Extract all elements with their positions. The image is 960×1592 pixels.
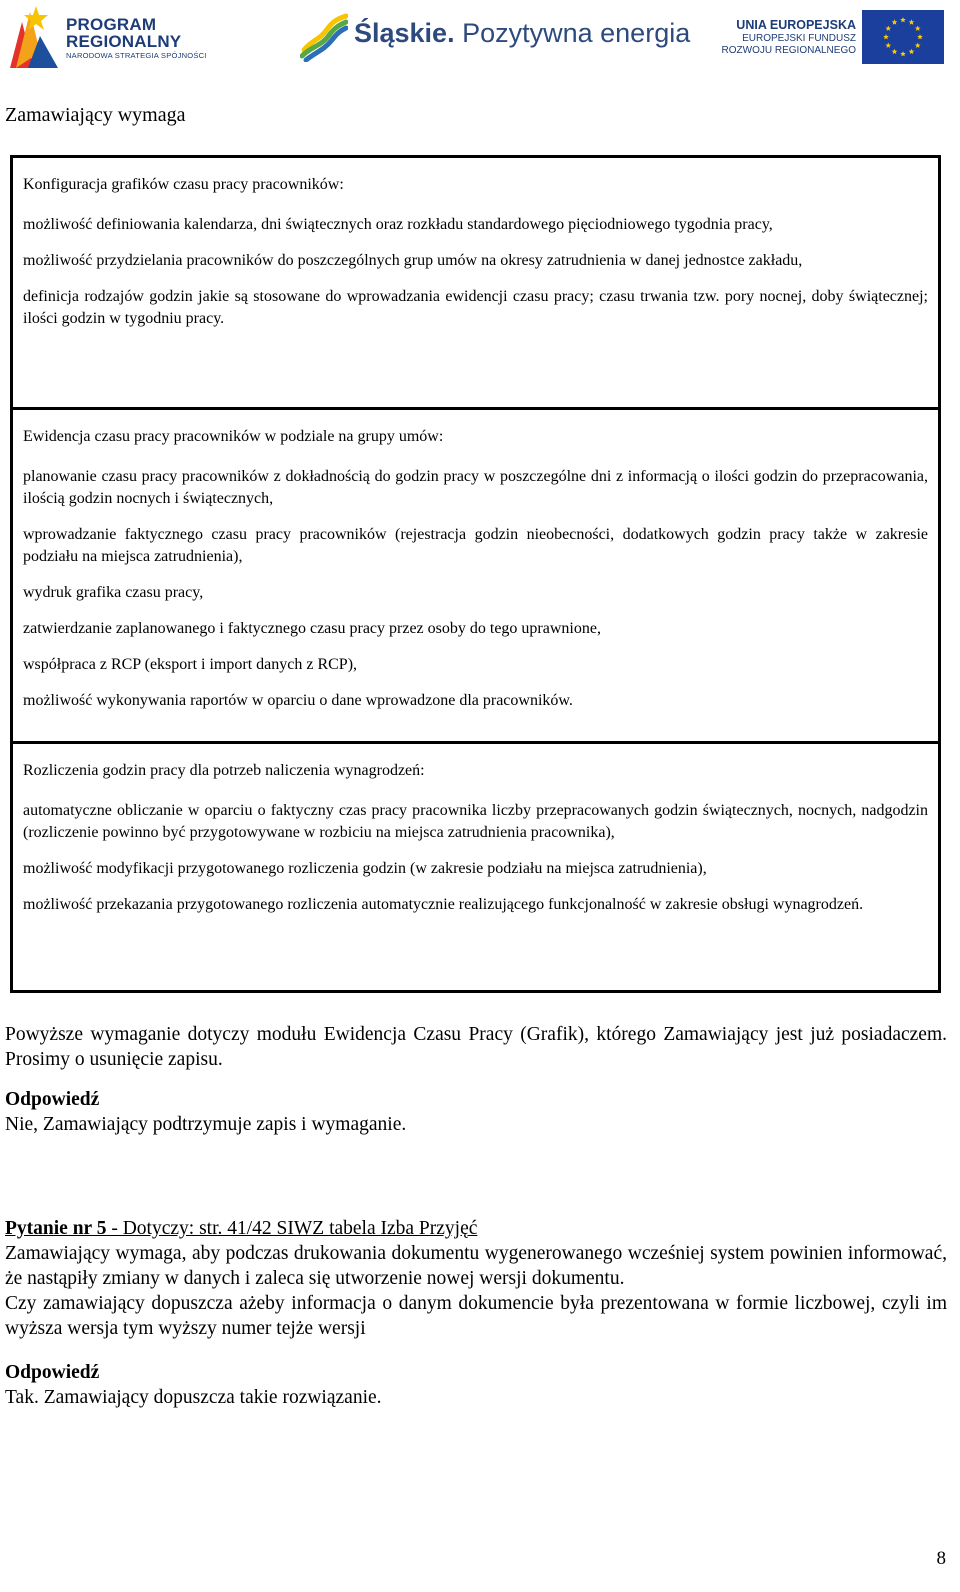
strategy-label: NARODOWA STRATEGIA SPÓJNOŚCI	[66, 51, 207, 60]
answer-label: Odpowiedź	[5, 1362, 100, 1383]
cell-title: Rozliczenia godzin pracy dla potrzeb naliczenia wynagrodzeń:	[23, 762, 425, 779]
list-item: możliwość wykonywania raportów w oparciu o dane wprowadzone dla pracowników.	[23, 692, 573, 709]
eu-union-label: UNIA EUROPEJSKA	[736, 18, 856, 32]
star-swoosh-icon	[8, 2, 64, 70]
table-cell-records	[23, 426, 928, 712]
question-text: Zamawiający wymaga, aby podczas drukowania dokumentu wygenerowanego wcześniej system powinien informować, że nastąpiły zmiany w danych i zaleca się utworzenie nowej wersji dokumentu.	[5, 1243, 947, 1289]
eu-fund-label: EUROPEJSKI FUNDUSZ	[742, 33, 856, 44]
answer-text: Nie, Zamawiający podtrzymuje zapis i wymaganie.	[5, 1114, 407, 1135]
requirements-table	[10, 155, 941, 993]
table-cell-config	[23, 174, 928, 330]
list-item: zatwierdzanie zaplanowanego i faktycznego czasu pracy przez osoby do tego uprawnione,	[23, 620, 601, 637]
list-item: możliwość przekazania przygotowanego rozliczenia automatycznie realizującego funkcjonalność w zakresie obsługi wynagrodzeń.	[23, 896, 864, 913]
table-divider	[13, 741, 938, 744]
page-header	[0, 0, 960, 72]
eu-regional-label: ROZWOJU REGIONALNEGO	[721, 45, 856, 56]
list-item: możliwość modyfikacji przygotowanego rozliczenia godzin (w zakresie podziału na miejsca zatrudnienia),	[23, 860, 707, 877]
question-5-block	[5, 1216, 947, 1410]
question-number: Pytanie nr 5	[5, 1218, 107, 1239]
eu-flag-icon	[862, 10, 944, 64]
list-item: możliwość definiowania kalendarza, dni świątecznych oraz rozkładu standardowego pięciodniowego tygodnia pracy,	[23, 216, 773, 233]
eu-logo	[720, 8, 952, 64]
slaskie-tagline: Pozytywna energia	[462, 18, 691, 48]
question-subject: - Dotyczy: str. 41/42 SIWZ tabela Izba Przyjęć	[106, 1218, 478, 1239]
program-label: PROGRAM	[66, 15, 157, 34]
slaskie-wave-icon	[300, 10, 348, 62]
list-item: wydruk grafika czasu pracy,	[23, 584, 204, 601]
slaskie-brand: Śląskie.	[354, 18, 455, 48]
answer-text: Tak. Zamawiający dopuszcza takie rozwiązanie.	[5, 1387, 382, 1408]
question-heading	[5, 1216, 947, 1241]
slaskie-logo	[300, 8, 691, 64]
question-text: Czy zamawiający dopuszcza ażeby informacja o danym dokumencie była prezentowana w formie liczbowej, czyli im wyższa wersja tym wyższy numer tejże wersji	[5, 1293, 947, 1339]
answer-label: Odpowiedź	[5, 1089, 100, 1110]
list-item: możliwość przydzielania pracowników do poszczególnych grup umów na okresy zatrudnienia w danej jednostce zakładu,	[23, 252, 803, 269]
question-note: Powyższe wymaganie dotyczy modułu Ewidencja Czasu Pracy (Grafik), którego Zamawiający jest już posiadaczem. Prosimy o usunięcie zapisu.	[5, 1024, 947, 1070]
table-divider	[13, 407, 938, 410]
list-item: definicja rodzajów godzin jakie są stosowane do wprowadzania ewidencji czasu pracy; czasu trwania tzw. pory nocnej, doby świątecznej; ilości godzin w tygodniu pracy.	[23, 288, 928, 327]
cell-title: Ewidencja czasu pracy pracowników w podziale na grupy umów:	[23, 428, 444, 445]
table-cell-settlements	[23, 760, 928, 916]
list-item: wprowadzanie faktycznego czasu pracy pracowników (rejestracja godzin nieobecności, dodatkowych godzin pracy także w zakresie podziału na miejsca zatrudnienia),	[23, 526, 928, 565]
list-item: współpraca z RCP (eksport i import danych z RCP),	[23, 656, 358, 673]
list-item: planowanie czasu pracy pracowników z dokładnością do godzin pracy w poszczególne dni z informacją o ilości godzin do przepracowania, ilością godzin nocnych i świątecznych,	[23, 468, 928, 507]
intro-text: Zamawiający wymaga	[5, 104, 186, 126]
program-regionalny-logo	[8, 2, 228, 70]
question-note-block	[5, 1022, 947, 1137]
regionalny-label: REGIONALNY	[66, 32, 182, 51]
page-number: 8	[936, 1548, 946, 1569]
list-item: automatyczne obliczanie w oparciu o faktyczny czas pracy pracownika liczby przepracowanych godzin świątecznych, nocnych, nadgodzin (rozliczenie powinno być przygotowywane w rozbiciu na miejsca zatrudnienia pracownika),	[23, 802, 928, 841]
cell-title: Konfiguracja grafików czasu pracy pracowników:	[23, 176, 344, 193]
